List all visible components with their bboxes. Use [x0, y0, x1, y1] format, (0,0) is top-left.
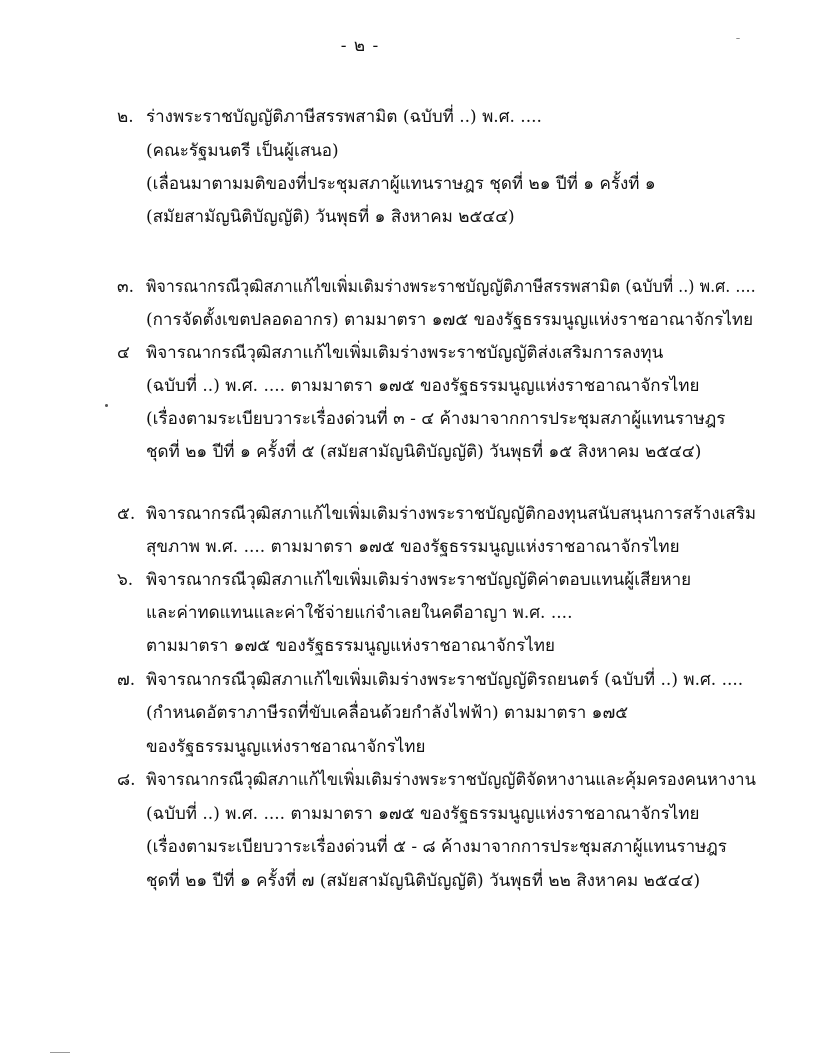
item-text-line: ตามมาตรา ๑๗๕ ของรัฐธรรมนูญแห่งราชอาณาจักรไทย: [146, 636, 555, 656]
item-text-line: สุขภาพ พ.ศ. .... ตามมาตรา ๑๗๕ ของรัฐธรรมนูญแห่งราชอาณาจักรไทย: [146, 537, 680, 557]
item-text-line: (การจัดตั้งเขตปลอดอากร) ตามมาตรา ๑๗๕ ของรัฐธรรมนูญแห่งราชอาณาจักรไทย: [146, 310, 754, 330]
item-text-line: (ฉบับที่ ..) พ.ศ. .... ตามมาตรา ๑๗๕ ของรัฐธรรมนูญแห่งราชอาณาจักรไทย: [146, 376, 700, 396]
item-text-line: (กำหนดอัตราภาษีรถที่ขับเคลื่อนด้วยกำลังไฟฟ้า) ตามมาตรา ๑๗๕: [146, 703, 629, 723]
item-number: ๕.: [117, 504, 136, 524]
item-text-line: (ฉบับที่ ..) พ.ศ. .... ตามมาตรา ๑๗๕ ของรัฐธรรมนูญแห่งราชอาณาจักรไทย: [146, 804, 700, 824]
scan-speck: [736, 38, 740, 39]
scan-edge-mark: [50, 1052, 70, 1053]
item-text-line: ชุดที่ ๒๑ ปีที่ ๑ ครั้งที่ ๕ (สมัยสามัญนิติบัญญัติ) วันพุธที่ ๑๕ สิงหาคม ๒๕๔๔): [146, 442, 702, 462]
item-number: ๔: [117, 343, 130, 363]
item-text-line: ของรัฐธรรมนูญแห่งราชอาณาจักรไทย: [146, 737, 426, 757]
item-number: ๗.: [117, 670, 136, 690]
item-text-line: และค่าทดแทนและค่าใช้จ่ายแก่จำเลยในคดีอาญา พ.ศ. ....: [146, 603, 573, 623]
item-text-line: พิจารณากรณีวุฒิสภาแก้ไขเพิ่มเติมร่างพระราชบัญญัติรถยนตร์ (ฉบับที่ ..) พ.ศ. ....: [146, 670, 744, 690]
item-text-line: (เรื่องตามระเบียบวาระเรื่องด่วนที่ ๓ - ๔ ค้างมาจากการประชุมสภาผู้แทนราษฎร: [146, 409, 726, 429]
page-number: - ๒ -: [340, 36, 380, 56]
item-text-line: พิจารณากรณีวุฒิสภาแก้ไขเพิ่มเติมร่างพระราชบัญญัติส่งเสริมการลงทุน: [146, 343, 664, 363]
item-text-line: พิจารณากรณีวุฒิสภาแก้ไขเพิ่มเติมร่างพระราชบัญญัติภาษีสรรพสามิต (ฉบับที่ ..) พ.ศ. ....: [146, 277, 756, 297]
item-text-line: พิจารณากรณีวุฒิสภาแก้ไขเพิ่มเติมร่างพระราชบัญญัติจัดหางานและคุ้มครองคนหางาน: [146, 770, 756, 790]
item-text-line: (เรื่องตามระเบียบวาระเรื่องด่วนที่ ๕ - ๘ ค้างมาจากการประชุมสภาผู้แทนราษฎร: [146, 837, 727, 857]
item-number: ๓.: [117, 277, 135, 297]
item-text-line: พิจารณากรณีวุฒิสภาแก้ไขเพิ่มเติมร่างพระราชบัญญัติกองทุนสนับสนุนการสร้างเสริม: [146, 504, 756, 524]
item-text-line: (คณะรัฐมนตรี เป็นผู้เสนอ): [146, 141, 339, 161]
scan-speck: [105, 404, 108, 407]
item-text-line: ร่างพระราชบัญญัติภาษีสรรพสามิต (ฉบับที่ ..) พ.ศ. ....: [146, 107, 542, 127]
item-text-line: พิจารณากรณีวุฒิสภาแก้ไขเพิ่มเติมร่างพระราชบัญญัติค่าตอบแทนผู้เสียหาย: [146, 570, 692, 590]
item-number: ๒.: [117, 107, 134, 127]
item-text-line: (สมัยสามัญนิติบัญญัติ) วันพุธที่ ๑ สิงหาคม ๒๕๔๔): [146, 207, 515, 227]
item-text-line: ชุดที่ ๒๑ ปีที่ ๑ ครั้งที่ ๗ (สมัยสามัญนิติบัญญัติ) วันพุธที่ ๒๒ สิงหาคม ๒๕๔๔): [146, 871, 701, 891]
item-text-line: (เลื่อนมาตามมติของที่ประชุมสภาผู้แทนราษฎร ชุดที่ ๒๑ ปีที่ ๑ ครั้งที่ ๑: [146, 174, 656, 194]
item-number: ๖.: [117, 570, 134, 590]
item-number: ๘.: [117, 770, 136, 790]
